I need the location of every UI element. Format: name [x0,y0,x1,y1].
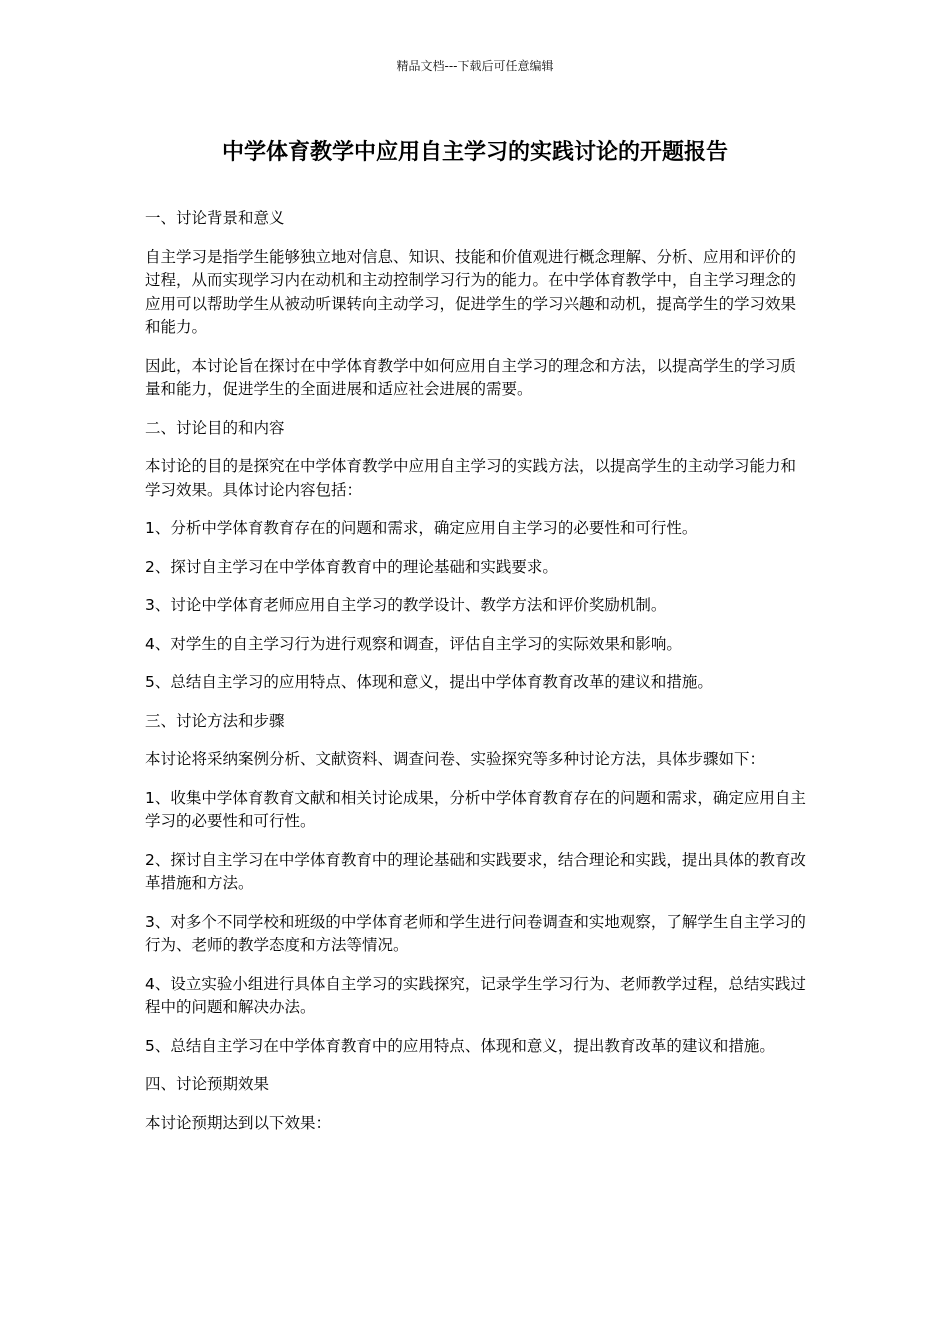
list-item-step-4: 4、设立实验小组进行具体自主学习的实践探究，记录学生学习行为、老师教学过程，总结实践过程中的问题和解决办法。 [145,974,806,1016]
list-item-step-1: 1、收集中学体育教育文献和相关讨论成果，分析中学体育教育存在的问题和需求，确定应用自主学习的必要性和可行性。 [145,788,806,830]
paragraph-expected-results-intro: 本讨论预期达到以下效果： [145,1113,332,1132]
list-item-content-3: 3、讨论中学体育老师应用自主学习的教学设计、教学方法和评价奖励机制。 [145,596,667,614]
document-title: 中学体育教学中应用自主学习的实践讨论的开题报告 [221,140,728,165]
document-body [145,207,807,1150]
paragraph-background-definition: 自主学习是指学生能够独立地对信息、知识、技能和价值观进行概念理解、分析、应用和评价的过程，从而实现学习内在动机和主动控制学习行为的能力。在中学体育教学中，自主学习理念的应用可以帮助学生从被动听课转向主动学习，促进学生的学习兴趣和动机，提高学生的学习效果和能力。 [145,247,797,336]
list-item-content-2: 2、探讨自主学习在中学体育教育中的理论基础和实践要求。 [145,557,558,576]
header-note: 精品文档---下载后可任意编辑 [396,59,554,73]
paragraph-objectives-intro: 本讨论的目的是探究在中学体育教学中应用自主学习的实践方法，以提高学生的主动学习能力和学习效果。具体讨论内容包括： [145,457,797,499]
paragraph-methods-intro: 本讨论将采纳案例分析、文献资料、调查问卷、实验探究等多种讨论方法，具体步骤如下： [145,750,766,768]
section-heading-objectives: 二、讨论目的和内容 [145,418,285,437]
section-heading-background: 一、讨论背景和意义 [145,209,285,227]
section-heading-expected-results: 四、讨论预期效果 [145,1075,270,1093]
list-item-content-1: 1、分析中学体育教育存在的问题和需求，确定应用自主学习的必要性和可行性。 [145,519,698,537]
section-heading-methods: 三、讨论方法和步骤 [145,711,285,730]
list-item-content-4: 4、对学生的自主学习行为进行观察和调查，评估自主学习的实际效果和影响。 [145,634,682,653]
paragraph-background-purpose: 因此，本讨论旨在探讨在中学体育教学中如何应用自主学习的理念和方法，以提高学生的学习质量和能力，促进学生的全面进展和适应社会进展的需要。 [145,356,797,398]
list-item-content-5: 5、总结自主学习的应用特点、体现和意义，提出中学体育教育改革的建议和措施。 [145,673,713,691]
list-item-step-3: 3、对多个不同学校和班级的中学体育老师和学生进行问卷调查和实地观察，了解学生自主学习的行为、老师的教学态度和方法等情况。 [145,912,806,954]
list-item-step-2: 2、探讨自主学习在中学体育教育中的理论基础和实践要求，结合理论和实践，提出具体的教育改革措施和方法。 [145,850,806,892]
list-item-step-5: 5、总结自主学习在中学体育教育中的应用特点、体现和意义，提出教育改革的建议和措施。 [145,1036,775,1055]
